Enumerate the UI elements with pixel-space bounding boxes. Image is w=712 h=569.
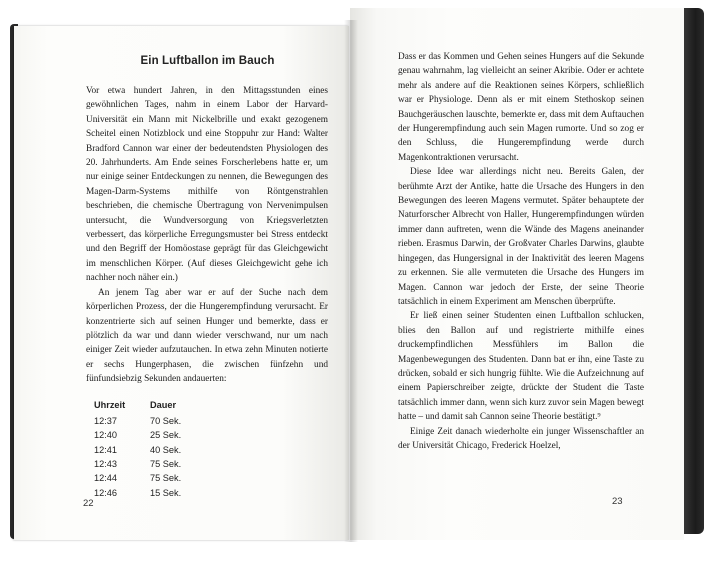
table-cell-duration: 25 Sek. [150, 430, 182, 441]
right-paragraph-3: Er ließ einen seiner Studenten einen Luftballon schlucken, blies den Ballon auf und registrierte mithilfe eines druckempfindlichen Messfühlers im Ballon die Magenbewegungen des Studenten. Dann bat er ihn, eine Taste zu drücken, sobald er sich hungrig fühlte. Wie die Aufzeichnung auf einem Papierschreiber zeigte, drückte der Student die Taste tatsächlich immer dann, wenn sich kurz zuvor sein Magen bewegt hatte – und damit sah Cannon seine Theorie bestätigt.⁹ [398, 311, 644, 423]
hunger-phase-table [94, 399, 181, 500]
page-number-right: 23 [612, 496, 623, 507]
table-cell-time: 12:41 [94, 444, 117, 455]
table-header-row [94, 399, 181, 414]
table-cell-duration: 40 Sek. [150, 444, 182, 455]
chapter-title: Ein Luftballon im Bauch [140, 55, 275, 67]
table-cell-time: 12:37 [94, 415, 117, 426]
left-paragraph-2: An jenem Tag aber war er auf der Suche nach dem körperlichen Prozess, der die Hungerempfindung verursacht. Er konzentrierte sich auf seinen Hunger und bemerkte, dass er plötzlich da war und dann wieder verschwand, nur um nach einiger Zeit wieder aufzutauchen. In etwa zehn Minuten notierte er sechs Hungerphasen, die zwischen fünfzehn und fünfundsiebzig Sekunden andauerten: [86, 287, 328, 385]
table-row [94, 471, 181, 485]
table-cell-duration: 75 Sek. [150, 473, 182, 484]
table-cell-time: 12:43 [94, 458, 117, 469]
table-cell-time: 12:46 [94, 487, 117, 498]
table-row [94, 428, 181, 442]
table-header-time: Uhrzeit [94, 399, 126, 410]
left-page [14, 26, 349, 540]
book-cover-right-edge [682, 8, 704, 534]
table-cell-time: 12:44 [94, 473, 117, 484]
table-header-duration: Dauer [150, 399, 177, 410]
right-page [350, 8, 684, 540]
page-number-left: 22 [83, 498, 94, 509]
right-paragraph-1: Dass er das Kommen und Gehen seines Hungers auf die Sekunde genau wahrnahm, lag vielleicht an seiner Akribie. Oder er achtete mehr als andere auf die Reaktionen seines Körpers, schließlich war er Physiologe. Denn als er mit einem Stethoskop seinen Bauchgeräuschen lauschte, bemerkte er, dass mit dem Auftauchen der Hungerempfindung auch sein Magen rumorte. Und so zog er den Schluss, die Hungerempfindung werde durch Magenkontraktionen verursacht. [398, 52, 644, 163]
right-paragraph-4: Einige Zeit danach wiederholte ein junger Wissenschaftler an der Universität Chicago, Frederick Hoelzel, [398, 426, 644, 451]
right-paragraph-2: Diese Idee war allerdings nicht neu. Bereits Galen, der berühmte Arzt der Antike, hatte die Ursache des Hungers in den Bewegungen des leeren Magens vermutet. Später behauptete der Naturforscher Albrecht von Haller, Hungerempfindungen würden immer dann auftreten, wenn die Wände des Magens aneinander rieben. Erasmus Darwin, der Großvater Charles Darwins, glaubte hingegen, das Hungersignal in der Inaktivität des leeren Magens zu erkennen. Sie alle vermuteten die Ursache des Hungers im Magen. Cannon war jedoch der Erste, der seine Theorie tatsächlich in einem Experiment am Menschen überprüfte. [398, 167, 644, 307]
book-gutter-shadow [344, 20, 358, 542]
table-cell-duration: 75 Sek. [150, 458, 182, 469]
table-cell-duration: 70 Sek. [150, 415, 182, 426]
left-paragraph-1: Vor etwa hundert Jahren, in den Mittagsstunden eines gewöhnlichen Tages, nahm in einem Labor der Harvard-Universität ein Mann mit Nickelbrille und exakt gezogenem Scheitel einen Notizblock und eine Stoppuhr zur Hand: Walter Bradford Cannon war einer der bedeutendsten Physiologen des 20. Jahrhunderts. Am Ende seines Forscherlebens hatte er, um nur einige seiner Entdeckungen zu nennen, die Bewegungen des Magen-Darm-Systems mithilfe von Röntgenstrahlen beschrieben, die chemische Übertragung von Nervenimpulsen untersucht, die Wundversorgung von Kriegsverletzten verbessert, das körperliche Erregungsmuster bei Stress entdeckt und den Begriff der Homöostase geprägt für das Gleichgewicht im menschlichen Körper. (Auf dieses Gleichgewicht gehe ich nachher noch näher ein.) [86, 86, 328, 284]
table-row [94, 457, 181, 471]
table-row [94, 485, 181, 499]
table-cell-time: 12:40 [94, 430, 117, 441]
table-row [94, 414, 181, 428]
table-cell-duration: 15 Sek. [150, 487, 182, 498]
table-row [94, 442, 181, 456]
